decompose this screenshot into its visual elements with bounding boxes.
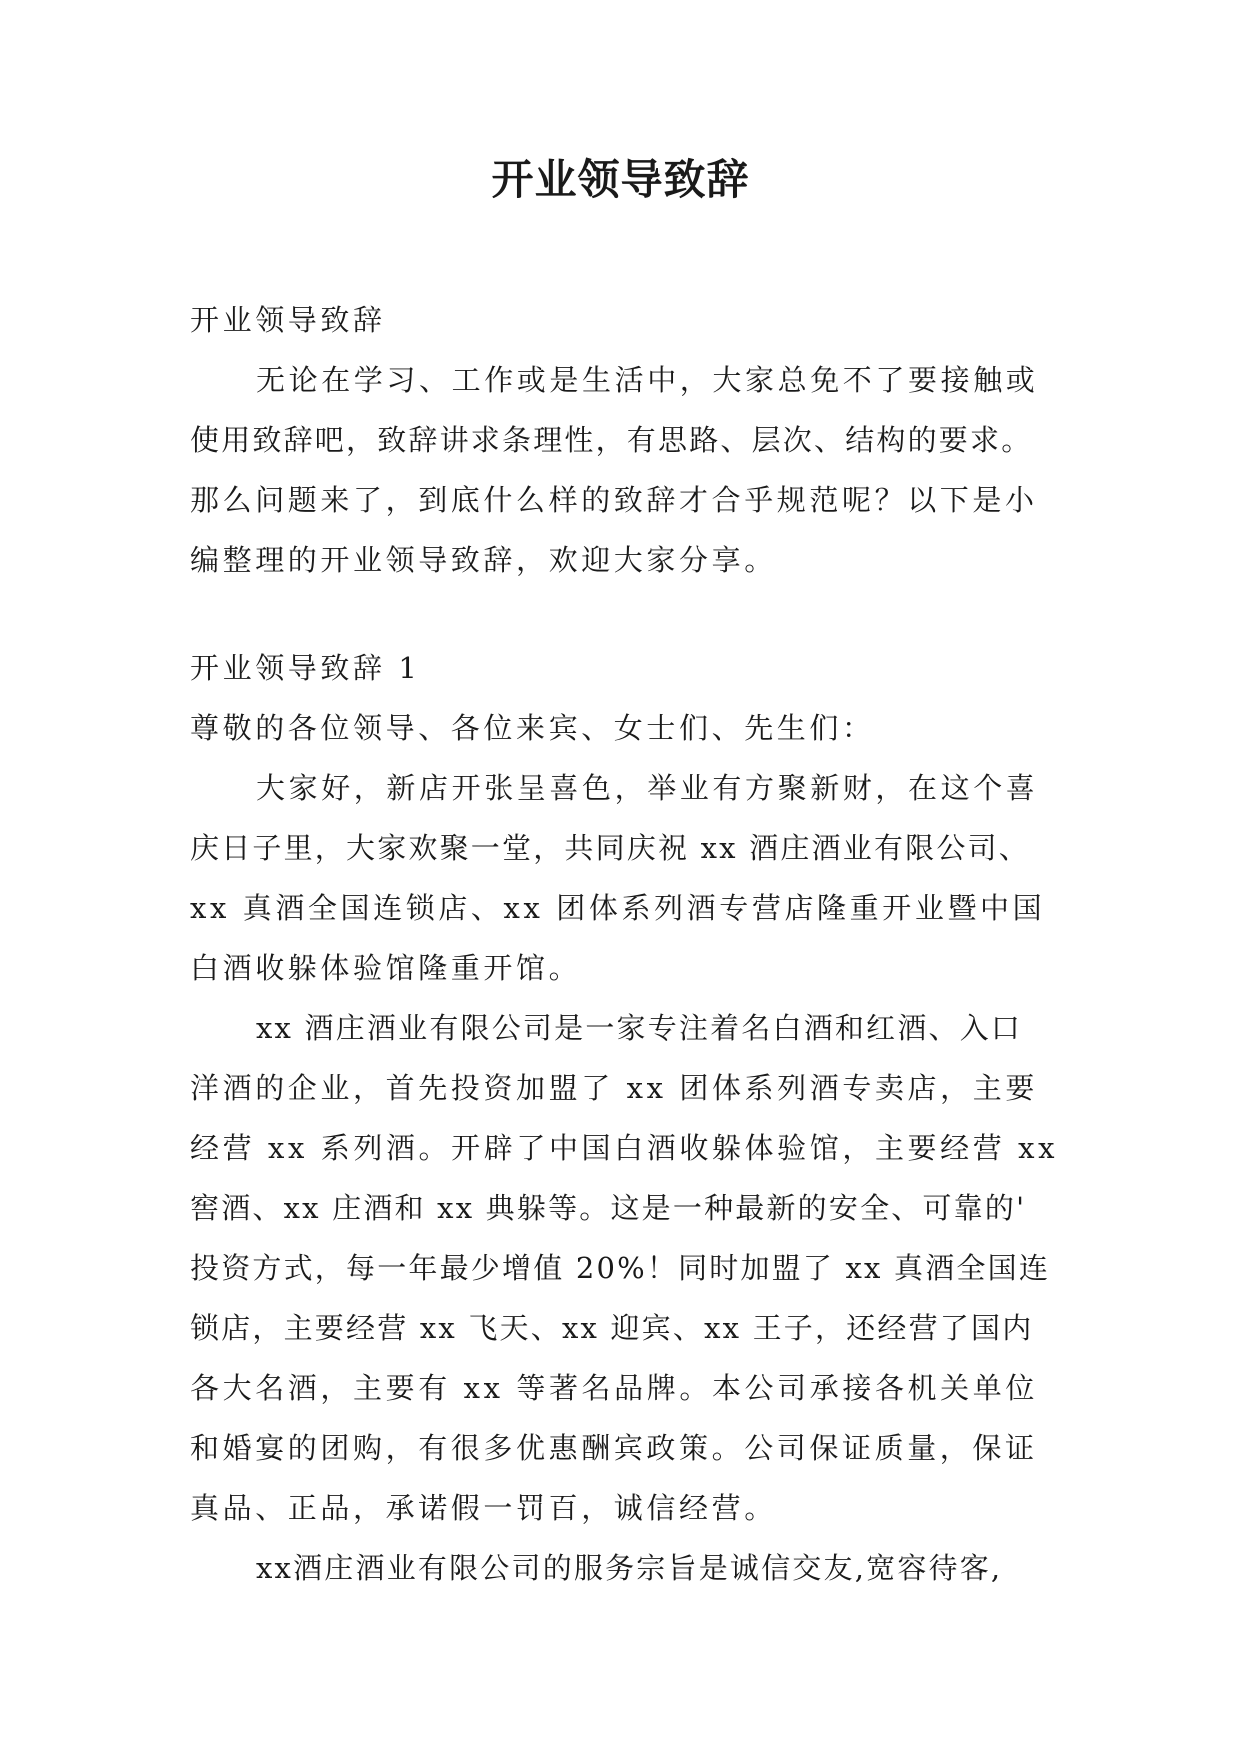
intro-line: 那么问题来了，到底什么样的致辞才合乎规范呢？以下是小 [190, 483, 1038, 517]
paragraph-line: 大家好，新店开张呈喜色，举业有方聚新财，在这个喜 [256, 771, 1039, 805]
paragraph-line: 锁店，主要经营 xx 飞天、xx 迎宾、xx 王子，还经营了国内 [190, 1311, 1034, 1345]
paragraph-line: xx酒庄酒业有限公司的服务宗旨是诚信交友,宽容待客, [256, 1551, 1003, 1585]
intro-line: 无论在学习、工作或是生活中，大家总免不了要接触或 [256, 363, 1039, 397]
intro-heading: 开业领导致辞 [190, 303, 386, 337]
paragraph-line: 经营 xx 系列酒。开辟了中国白酒收躲体验馆，主要经营 xx [190, 1131, 1059, 1165]
paragraph-line: 各大名酒，主要有 xx 等著名品牌。本公司承接各机关单位 [190, 1371, 1038, 1405]
section-heading: 开业领导致辞 1 [190, 651, 421, 685]
intro-line: 使用致辞吧，致辞讲求条理性，有思路、层次、结构的要求。 [190, 423, 1033, 457]
paragraph-line: 白酒收躲体验馆隆重开馆。 [190, 951, 582, 985]
paragraph-line: 投资方式，每一年最少增值 20%！同时加盟了 xx 真酒全国连 [190, 1251, 1051, 1285]
paragraph-line: 真品、正品，承诺假一罚百，诚信经营。 [190, 1491, 777, 1525]
document-body [190, 290, 1059, 1598]
paragraph-line: xx 真酒全国连锁店、xx 团体系列酒专营店隆重开业暨中国 [190, 891, 1046, 925]
intro-line: 编整理的开业领导致辞，欢迎大家分享。 [190, 543, 777, 577]
document-title: 开业领导致辞 [491, 155, 750, 204]
salutation: 尊敬的各位领导、各位来宾、女士们、先生们： [190, 711, 875, 745]
paragraph-line: 窖酒、xx 庄酒和 xx 典躲等。这是一种最新的安全、可靠的' [190, 1191, 1027, 1225]
paragraph-line: xx 酒庄酒业有限公司是一家专注着名白酒和红酒、入口 [256, 1011, 1023, 1045]
paragraph-line: 和婚宴的团购，有很多优惠酬宾政策。公司保证质量，保证 [190, 1431, 1038, 1465]
paragraph-line: 庆日子里，大家欢聚一堂，共同庆祝 xx 酒庄酒业有限公司、 [190, 831, 1030, 865]
paragraph-line: 洋酒的企业，首先投资加盟了 xx 团体系列酒专卖店，主要 [190, 1071, 1038, 1105]
section-gap [190, 590, 1050, 638]
